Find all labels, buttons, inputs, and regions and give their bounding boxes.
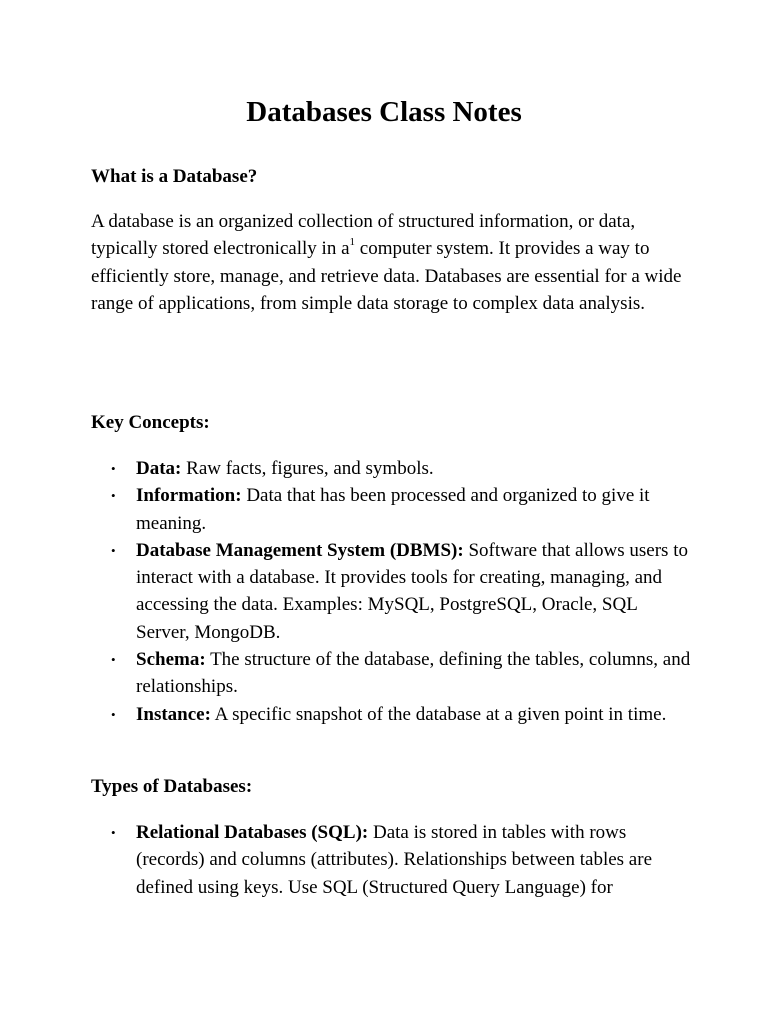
list-item-term: Data: xyxy=(136,458,182,479)
list-item-text: Data is stored in tables with rows (records) and columns (attributes). Relationships between tables are defined using keys. Use SQL (Structured Query Language) for xyxy=(136,822,652,898)
list-item xyxy=(91,455,691,482)
list-item-term: Instance: xyxy=(136,703,211,725)
list-item-term: Relational Databases (SQL): xyxy=(136,822,369,843)
list-item xyxy=(91,537,691,646)
list-item-text: Software that allows users to interact with a database. It provides tools for creating, managing, and accessing the data. Examples: MySQL, PostgreSQL, Oracle, SQL Server, MongoDB. xyxy=(136,539,688,643)
footnote-marker: 1 xyxy=(349,236,356,249)
list-item-text: Raw facts, figures, and symbols. xyxy=(186,458,434,479)
paragraph-text-part-1: A database is an organized collection of structured information, or data, typically stored electronically in a xyxy=(91,211,636,260)
list-item-term: Information: xyxy=(136,485,242,507)
section-heading-key-concepts: Key Concepts: xyxy=(91,412,210,433)
page-title: Databases Class Notes xyxy=(246,96,522,128)
section-heading-what-is: What is a Database? xyxy=(91,166,258,187)
database-types-list xyxy=(91,819,691,901)
database-definition-paragraph xyxy=(91,208,691,318)
list-item-text: The structure of the database, defining the tables, columns, and relationships. xyxy=(136,649,691,698)
list-item xyxy=(91,646,691,701)
list-item-text: A specific snapshot of the database at a given point in time. xyxy=(214,703,667,725)
list-item xyxy=(91,482,691,537)
list-item-text: Data that has been processed and organized to give it meaning. xyxy=(136,485,650,534)
paragraph-text-part-2: computer system. It provides a way to efficiently store, manage, and retrieve data. Databases are essential for a wide range of applications, from simple data storage to complex data analysis. xyxy=(91,238,682,315)
key-concepts-list xyxy=(91,455,691,728)
list-item-term: Schema: xyxy=(136,649,206,671)
list-item xyxy=(91,701,691,728)
section-heading-types: Types of Databases: xyxy=(91,776,253,797)
list-item-term: Database Management System (DBMS): xyxy=(136,539,464,561)
list-item xyxy=(91,819,691,901)
